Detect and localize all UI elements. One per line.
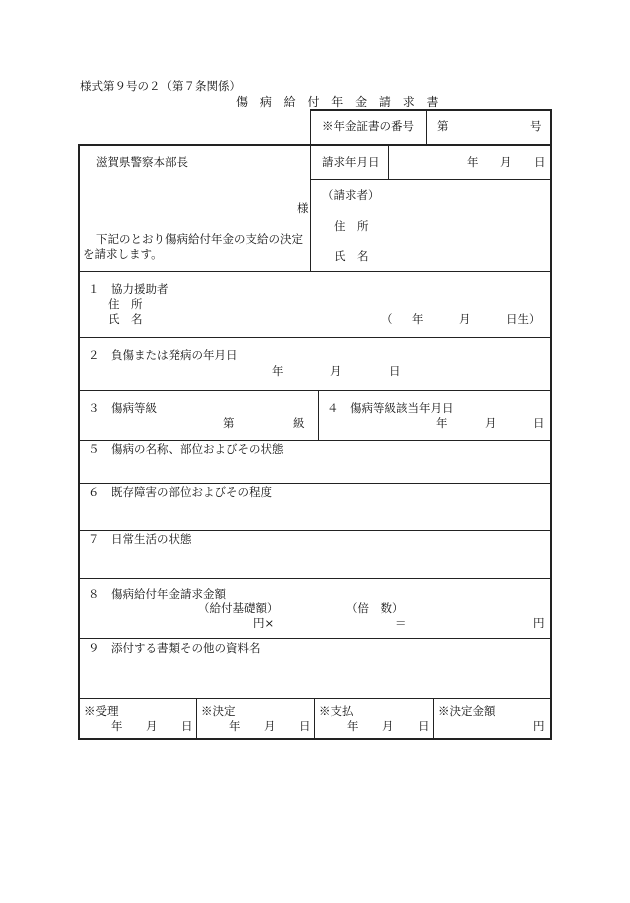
section1-birth-month: 月 [459,312,471,326]
footer-amount-label: ※決定金額 [438,704,496,718]
section4-title: ４ 傷病等級該当年月日 [327,401,454,415]
claimant-label: （請求者） [322,188,380,202]
form-title: 傷 病 給 付 年 金 請 求 書 [236,95,443,109]
pension-cert-go: 号 [530,119,542,133]
section8-equals: ＝ [395,616,407,630]
request-text-line2: を請求します。 [83,247,163,261]
section3-title: ３ 傷病等級 [88,401,157,415]
section8-base-label: （給付基礎額） [198,601,279,615]
section9-title: ９ 添付する書類その他の資料名 [88,641,261,655]
section7-title: ７ 日常生活の状態 [88,532,192,546]
section8-multiplier-label: （倍 数） [346,601,404,615]
pension-cert-label: ※年金証書の番号 [322,119,414,133]
footer-payment-day: 日 [418,719,430,733]
section1-birth-year: 年 [412,312,424,326]
section1-title: １ 協力援助者 [88,282,169,296]
request-date-label: 請求年月日 [322,155,380,169]
section1-birth-day: 日生） [506,312,541,326]
footer-payment-month: 月 [382,719,394,733]
claimant-name-label: 氏 名 [334,249,369,263]
footer-decision-year: 年 [229,719,241,733]
footer-decision-label: ※決定 [201,704,236,718]
request-text-line1: 下記のとおり傷病給付年金の支給の決定 [96,232,303,246]
section3-dai: 第 [223,416,235,430]
footer-decision-day: 日 [299,719,311,733]
section1-birth-open: （ [381,312,393,326]
section4-day: 日 [533,416,545,430]
section1-address: 住 所 [108,297,143,311]
footer-receipt-day: 日 [181,719,193,733]
section2-month: 月 [330,364,342,378]
request-date-month: 月 [500,155,512,169]
section8-yen: 円 [533,616,545,630]
footer-payment-year: 年 [347,719,359,733]
request-date-day: 日 [534,155,546,169]
request-date-year: 年 [467,155,479,169]
addressee: 滋賀県警察本部長 [96,155,188,169]
section2-day: 日 [389,364,401,378]
section4-year: 年 [436,416,448,430]
footer-receipt-month: 月 [146,719,158,733]
claimant-address-label: 住 所 [334,219,369,233]
footer-receipt-year: 年 [111,719,123,733]
footer-decision-month: 月 [264,719,276,733]
section2-year: 年 [272,364,284,378]
footer-payment-label: ※支払 [319,704,354,718]
section8-yen-times: 円× [253,616,275,630]
section8-title: ８ 傷病給付年金請求金額 [88,587,226,601]
form-number: 様式第９号の２（第７条関係） [80,79,241,93]
section4-month: 月 [485,416,497,430]
footer-receipt-label: ※受理 [84,704,119,718]
pension-cert-dai: 第 [437,119,449,133]
section1-name: 氏 名 [108,312,143,326]
section5-title: ５ 傷病の名称、部位およびその状態 [88,442,284,456]
section6-title: ６ 既存障害の部位およびその程度 [88,485,272,499]
section3-kyu: 級 [293,416,305,430]
footer-amount-yen: 円 [533,719,545,733]
sama: 様 [297,201,309,215]
section2-title: ２ 負傷または発病の年月日 [88,348,238,362]
